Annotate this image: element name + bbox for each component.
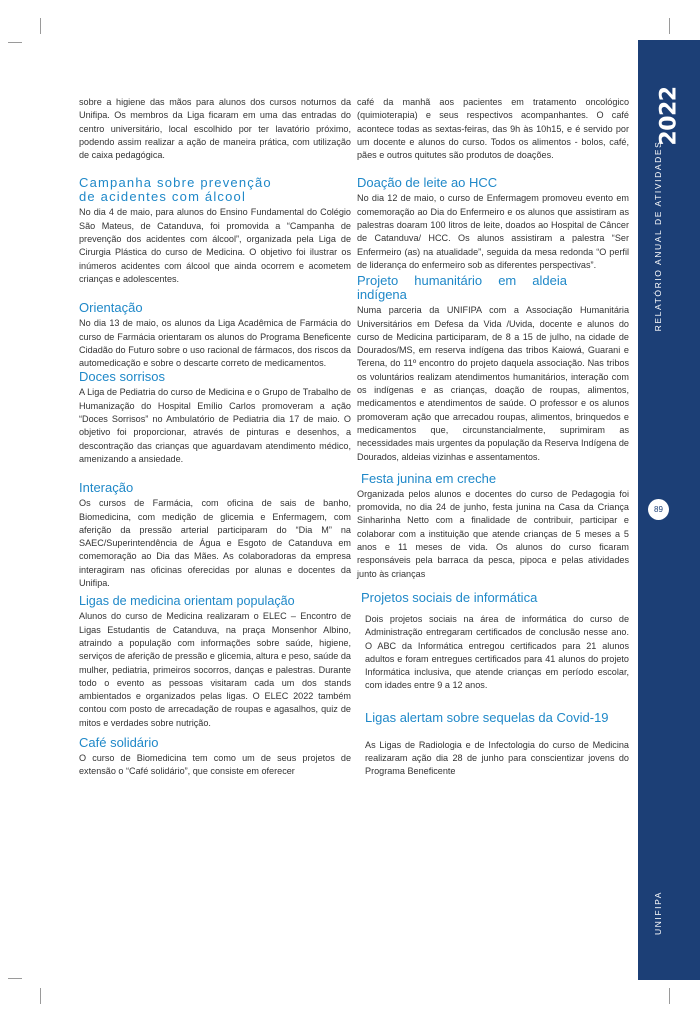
crop-mark-bottom-right [669,988,670,1004]
brand-label: UNIFIPA [653,890,663,936]
paragraph-orientacao: No dia 13 de maio, os alunos da Liga Acadêmica de Farmácia do curso de Farmácia orientaram os alunos do Programa Beneficente Cidadão do Futuro sobre o uso racional de fármacos, dos riscos da automedicação e sobre o descarte correto de medicamentos. [79,318,351,369]
paragraph-festa-junina: Organizada pelos alunos e docentes do curso de Pedagogia foi promovida, no dia 24 de junho, festa junina na Casa da Criança Sinharinha Netto com a finalidade de contribuir, participar e colaborar com a instituição que atende crianças de 5 meses a 5 anos e 11 meses de vida. Os alunos do curso ficaram responsáveis pela barraca da pesca, pipoca e pelas atividades junto às crianças [357,488,629,579]
paragraph-projetos-informatica: Dois projetos sociais na área de informática do curso de Administração entregaram certificados de conclusão nesse ano. O ABC da Informática entregou certificados para 21 alunos adultos e foram entregues certificados para 41 alunos do projeto Informática inclusiva, que atende crianças em período escolar, com idades entre 9 a 12 anos. [365,613,629,691]
paragraph-campanha: No dia 4 de maio, para alunos do Ensino Fundamental do Colégio São Mateus, de Catanduva, foi promovida a “Campanha de prevenção dos acidentes com álcool”, organizada pela Liga de Cirurgia Plástica do curso de Medicina. O objetivo foi ilustrar os inúmeros acidentes com álcool que ainda ocorrem e acometem crianças e adolescentes. [79,207,351,284]
paragraph-projeto-humanitario: Numa parceria da UNIFIPA com a Associação Humanitária Universitários em Defesa da Vida /Uvida, docente e alunos do curso de Medicina participaram, de 8 a 15 de julho, na cidade de Dourados/MS, em reserva indígena das tribos Kaiowá, Guarani e Terena, do 11º encontro do projeto daquela associação. Nas tribos os voluntários realizam atendimentos humanitários, interação com os indígenas e as crianças, doação de roupas, alimentos, medicamentos e atendimentos de saúde. O professor e os alunos promoveram ação que arrecadou roupas, alimentos, brinquedos e medicamentos que, circunstancialmente, suprimiram as necessidades mais urgentes da população da Reserva Indígena de Dourados, aldeias vizinhas e assentamentos. [357,305,629,462]
paragraph-ligas-alertam: As Ligas de Radiologia e de Infectologia do curso de Medicina realizaram ação dia 28 de junho para conscientizar jovens do Programa Beneficente [365,739,629,777]
heading-projetos-informatica: Projetos sociais de informática [361,589,538,605]
crop-mark-top-left-h [8,42,22,43]
year-label: 2022 [656,86,682,146]
heading-campanha: Campanha sobre prevenção de acidentes com álcool [79,175,272,205]
left-column [79,96,351,791]
paragraph-ligas-medicina: Alunos do curso de Medicina realizaram o ELEC – Encontro de Ligas Estudantis de Catanduva, na praça Monsenhor Albino, atraindo a população com informações sobre saúde, higiene, serviços de aferição de pressão e glicemia, altura e peso, saúde da mulher, pediatria, primeiros socorros, danças e palestras. Durante todo o evento as pessoas visitaram cada um dos stands ambientados e organizados pelas ligas. O ELEC 2022 também contou com posto de arrecadação de roupas e agasalhos, quiz de mitos e verdades sobre nutrição. [79,611,351,728]
heading-ligas-medicina: Ligas de medicina orientam população [79,594,295,609]
intro-paragraph-right: café da manhã aos pacientes em tratamento oncológico (quimioterapia) e seus respectivos acompanhantes. O café acontece todas as sextas-feiras, das 9h às 10h15, e é servido por um docente e alunos do curso. Todos os alimentos - bolos, café, pães e outros quitutes são produtos de doações. [357,97,629,161]
paragraph-doacao-leite: No dia 12 de maio, o curso de Enfermagem promoveu evento em comemoração ao Dia do Enfermeiro e os alunos que assistiram as palestras doaram 100 litros de leite, doados ao Hospital de Câncer de Catanduva/ HCC. Os alunos assistiram a palestra “Ser Enfermeiro (as) na atualidade”, seguida da mesa redonda “O perfil de liderança do enfermeiro sob as diferentes perspectivas”. [357,193,629,270]
sidebar-band [638,40,700,980]
heading-orientacao: Orientação [79,300,143,316]
heading-doacao-leite: Doação de leite ao HCC [357,175,498,191]
intro-paragraph-left: sobre a higiene das mãos para alunos dos cursos noturnos da Unifipa. Os membros da Liga ficaram em uma das entradas do centro universitário, local escolhido por ter lavatório próximo, podendo assim realizar a ação de maneira prática, com utilização de caixa pedagógica. [79,97,351,161]
report-title: RELATÓRIO ANUAL DE ATIVIDADES [653,140,663,332]
heading-doces-sorrisos: Doces sorrisos [79,369,165,385]
heading-ligas-alertam: Ligas alertam sobre sequelas da Covid-19 [365,709,609,725]
paragraph-cafe-solidario: O curso de Biomedicina tem como um de seus projetos de extensão o “Café solidário”, que consiste em oferecer [79,752,351,777]
paragraph-interacao: Os cursos de Farmácia, com oficina de sais de banho, Biomedicina, com medição de glicemia e Enfermagem, com aferição da pressão arterial participaram do “Dia M” na SAEC/Superintendência de Água e Esgoto de Catanduva em comemoração ao Dia das Mães. As colaboradoras da empresa interagiram nas oficinas oferecidas por alunas e docentes da Unifipa. [79,498,351,589]
right-column [357,96,629,791]
crop-mark-top-right [669,18,670,34]
heading-cafe-solidario: Café solidário [79,734,159,750]
crop-mark-bottom-left-h [8,978,22,979]
heading-projeto-humanitario: Projeto humanitário em aldeia indígena [357,273,567,303]
crop-mark-bottom-left [40,988,41,1004]
heading-festa-junina: Festa junina em creche [361,470,497,486]
heading-interacao: Interação [79,480,134,496]
crop-mark-top-left [40,18,41,34]
paragraph-doces-sorrisos: A Liga de Pediatria do curso de Medicina e o Grupo de Trabalho de Humanização do Hospital Emílio Carlos promoveram a ação “Doces Sorrisos” no Ambulatório de Pediatria dia 17 de maio. O objetivo foi proporcionar, através de pinturas e desenhos, a descontração das crianças que aguardavam atendimento médico, amenizando a ansiedade. [79,387,351,464]
page-number: 89 [648,499,669,520]
